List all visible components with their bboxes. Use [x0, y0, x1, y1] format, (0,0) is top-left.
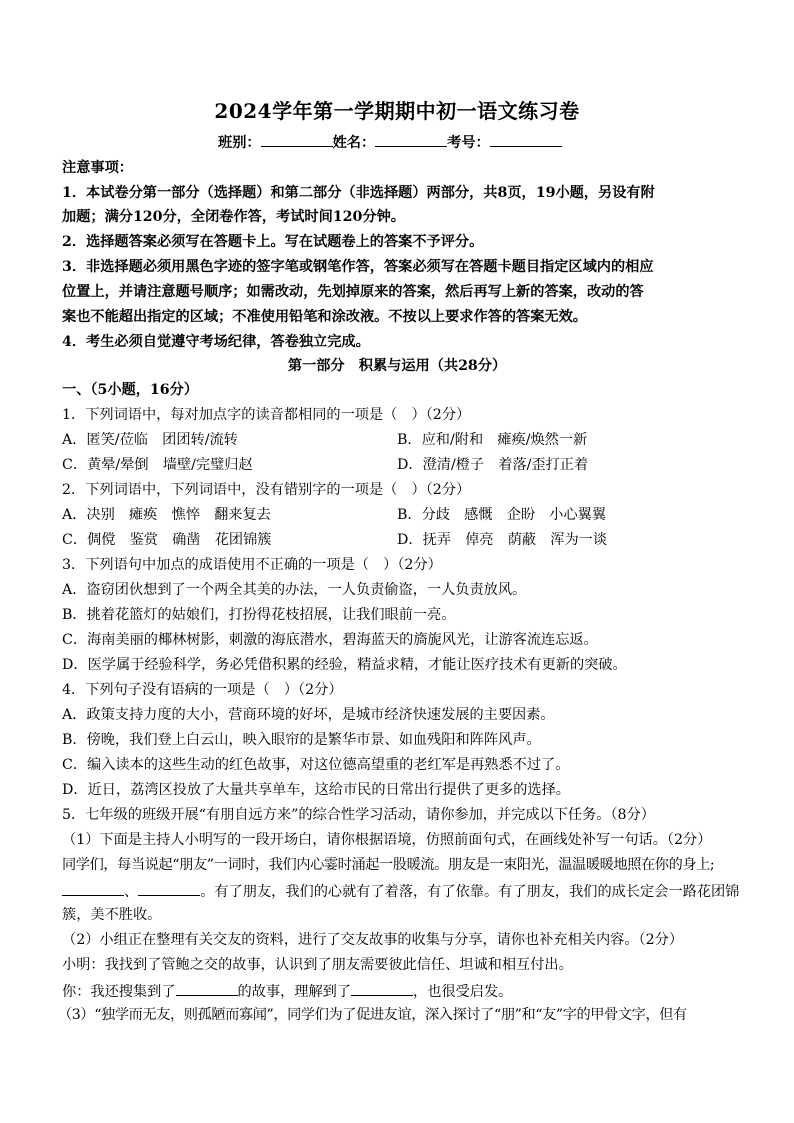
q4-option-c[interactable]: C．编入读本的这些生动的红色故事，对这位德高望重的老红军是再熟悉不过了。 [62, 757, 570, 773]
name-label: 姓名： [332, 135, 376, 151]
q5-part1-text-line2 [62, 881, 742, 901]
q5-part2-blank-story[interactable] [176, 981, 238, 996]
q5-part2-stem: （2）小组正在整理有关交友的资料，进行了交友故事的收集与分享，请你也补充相关内容。（2分） [62, 932, 684, 948]
q5-part1-text-line3: 簇，美不胜收。 [62, 907, 162, 923]
q1-option-c[interactable]: C．黄晕/晕倒 墙壁/完璧归赵 [62, 457, 253, 473]
q3-option-d[interactable]: D．医学属于经验科学，务必凭借积累的经验，精益求精，才能让医疗技术有更新的突破。 [62, 657, 627, 673]
q5-part1-blank-1[interactable] [62, 881, 124, 896]
class-blank[interactable] [261, 132, 333, 147]
notice-item1-line2: 加题；满分120分，全闭卷作答，考试时间120分钟。 [62, 209, 405, 225]
number-blank[interactable] [490, 132, 562, 147]
q3-option-b[interactable]: B．挑着花篮灯的姑娘们，打扮得花枝招展，让我们眼前一亮。 [62, 607, 456, 623]
q5-part1-blank-2[interactable] [138, 881, 200, 896]
q3-stem: 3．下列语句中加点的成语使用不正确的一项是（ ）（2分） [62, 557, 442, 573]
q1-option-a[interactable]: A．匿笑/莅临 团团转/流转 [62, 432, 238, 448]
notice-heading: 注意事项： [62, 160, 133, 176]
section-one-heading: 一、（5小题，16分） [62, 382, 199, 398]
notice-item2: 2．选择题答案必须写在答题卡上。写在试题卷上的答案不予评分。 [62, 234, 484, 250]
q1-option-d[interactable]: D．澄清/橙子 着落/歪打正着 [397, 457, 589, 473]
notice-item3-line1: 3．非选择题必须用黑色字迹的签字笔或钢笔作答，答案必须写在答题卡题目指定区域内的相应 [62, 259, 654, 275]
q5-part1-separator: 、 [124, 884, 139, 900]
q5-part2-xiaoming: 小明：我找到了管鲍之交的故事，认识到了朋友需要彼此信任、坦诚和相互付出。 [62, 957, 573, 973]
q2-option-d[interactable]: D．抚弄 倬亮 荫蔽 浑为一谈 [397, 532, 608, 548]
q5-part2-you-c: ，也很受启发。 [413, 984, 513, 1000]
q5-part2-you-a: 你：我还搜集到了 [62, 984, 176, 1000]
student-info-row [218, 132, 794, 152]
q4-option-b[interactable]: B．傍晚，我们登上白云山，映入眼帘的是繁华市景、如血残阳和阵阵风声。 [62, 732, 541, 748]
name-blank[interactable] [375, 132, 447, 147]
notice-item3-line2: 位置上，并请注意题号顺序；如需改动，先划掉原来的答案，然后再写上新的答案，改动的答 [62, 284, 644, 300]
q2-option-c[interactable]: C．倜傥 鉴赏 确凿 花团锦簇 [62, 532, 272, 548]
q1-option-b[interactable]: B．应和/附和 瘫痪/焕然一新 [397, 432, 588, 448]
q4-option-d[interactable]: D．近日，荔湾区投放了大量共享单车，这给市民的日常出行提供了更多的选择。 [62, 782, 570, 798]
q5-part2-blank-insight[interactable] [351, 981, 413, 996]
q5-part3-line1: （3）“独学而无友，则孤陋而寡闻”，同学们为了促进友谊，深入探讨了“朋”和“友”字的甲骨文字，但有 [58, 1007, 687, 1023]
q5-part2-you-b: 的故事，理解到了 [237, 984, 352, 1000]
q5-part1-stem: （1）下面是主持人小明写的一段开场白，请你根据语境，仿照前面句式，在画线处补写一句话。（2分） [62, 832, 712, 848]
q4-option-a[interactable]: A．政策支持力度的大小，营商环境的好坏，是城市经济快速发展的主要因素。 [62, 707, 555, 723]
q5-part1-text-line2-rest: 。有了朋友，我们的心就有了着落，有了依靠。有了朋友，我们的成长定会一路花团锦 [200, 884, 740, 900]
q4-stem: 4．下列句子没有语病的一项是（ ）（2分） [62, 682, 343, 698]
exam-title: 2024学年第一学期期中初一语文练习卷 [214, 99, 580, 123]
q5-part2-you [62, 981, 742, 1001]
q3-option-a[interactable]: A．盗窃团伙想到了一个两全其美的办法，一人负责偷盗，一人负责放风。 [62, 582, 527, 598]
q1-stem: 1．下列词语中，每对加点字的读音都相同的一项是（ ）（2分） [62, 407, 471, 423]
notice-item1-line1: 1．本试卷分第一部分（选择题）和第二部分（非选择题）两部分，共8页，19小题，另设有附 [62, 185, 655, 201]
part1-heading: 第一部分 积累与运用（共28分） [287, 358, 507, 374]
notice-item4: 4．考生必须自觉遵守考场纪律，答卷独立完成。 [62, 334, 370, 350]
q3-option-c[interactable]: C．海南美丽的椰林树影，刺激的海底潜水，碧海蓝天的旖旎风光，让游客流连忘返。 [62, 632, 598, 648]
q2-stem: 2．下列词语中，下列词语中，没有错别字的一项是（ ）（2分） [62, 482, 471, 498]
q5-part1-text-line1: 同学们，每当说起“朋友”一词时，我们内心霎时涌起一股暖流。朋友是一束阳光，温温暖暖地照在你的身上; [62, 857, 715, 873]
number-label: 考号： [447, 135, 490, 151]
notice-item3-line3: 案也不能超出指定的区域；不准使用铅笔和涂改液。不按以上要求作答的答案无效。 [62, 309, 587, 325]
q2-option-a[interactable]: A．决别 瘫痪 憔悴 翻来复去 [62, 507, 271, 523]
q2-option-b[interactable]: B．分歧 感慨 企盼 小心翼翼 [397, 507, 607, 523]
class-label: 班别： [218, 135, 261, 151]
q5-stem: 5．七年级的班级开展“有朋自远方来”的综合性学习活动，请你参加，并完成以下任务。（8分） [62, 807, 655, 823]
